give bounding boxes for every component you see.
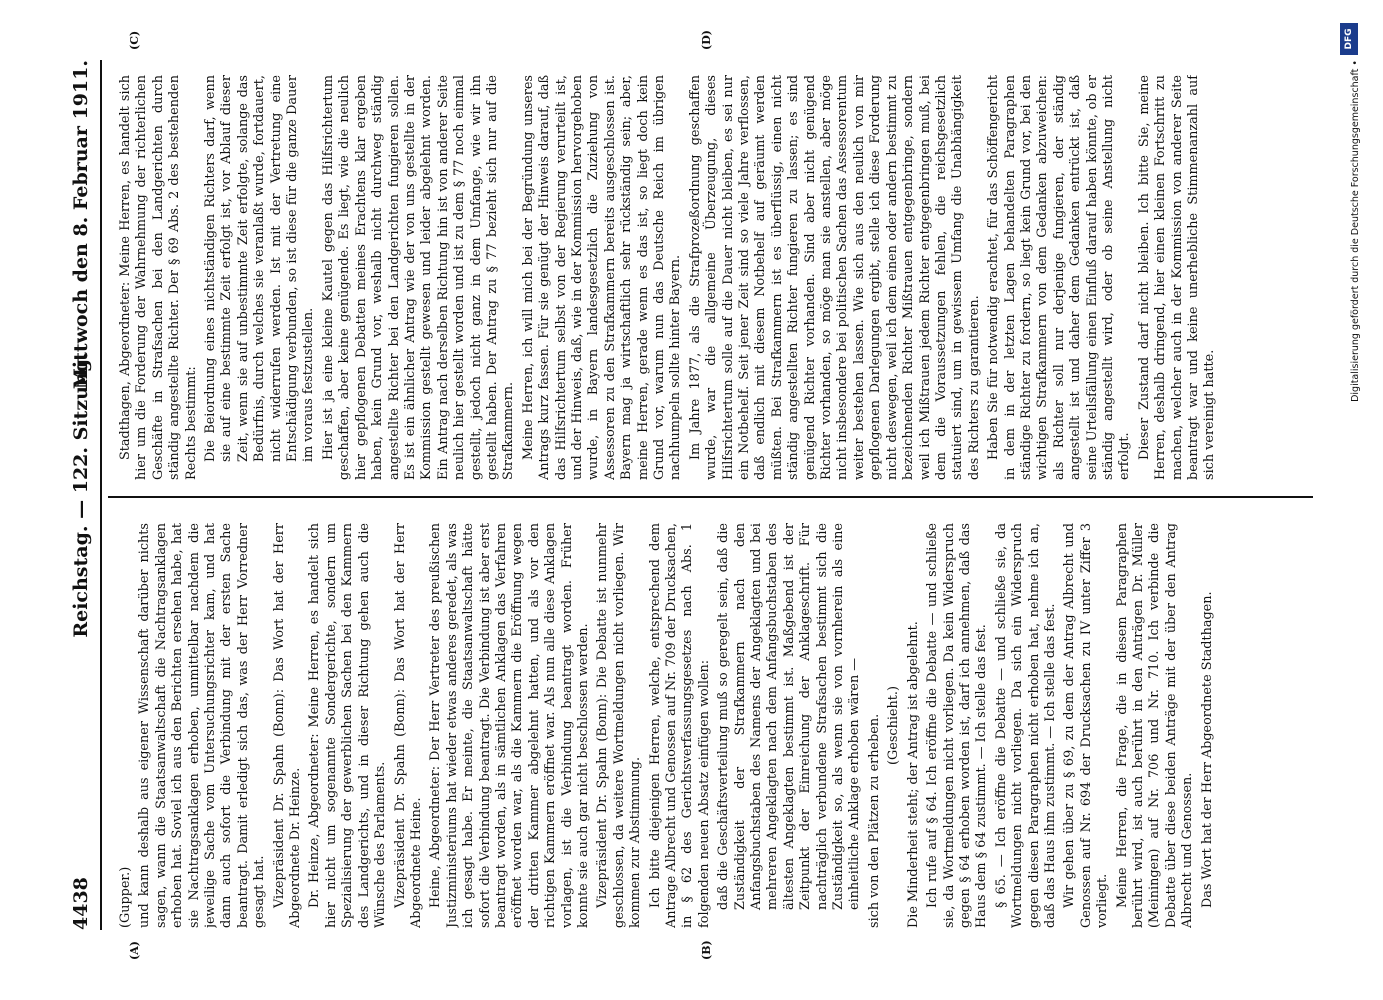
- margin-mark-b: (B): [700, 940, 713, 960]
- session-title: Reichstag. — 122. Sitzung.: [70, 352, 92, 638]
- left-column: [118, 523, 1308, 928]
- paragraph: Ich bitte diejenigen Herren, welche, entsprechend dem Antrage Albrecht und Genossen auf Nr. 709 der Drucksachen, in § 62 des Gerichtsverfassungsgesetzes nach Abs. 1 folgenden neuen Absatz einfügen wollen:: [647, 523, 712, 928]
- speaker-note: (Gupper.): [118, 866, 133, 928]
- paragraph: Meine Herren, die Frage, die in diesem Paragraphen berührt wird, ist auch berührt in den Anträgen Dr. Müller (Meiningen) auf Nr. 706 und Nr. 710. Ich verbinde die Debatte über diese beiden Anträge mit der über den Antrag Albrecht und Genossen.: [1114, 523, 1196, 928]
- paragraph: Im Jahre 1877, als die Strafprozeßordnung geschaffen wurde, war die allgemeine Überzeugung, dieses Hilfsrichtertum solle auf die Dauer nicht bleiben, es sei nur ein Notbehelf. Seit jener Zeit sind so viele Jahre verflossen, daß endlich mit diesem Notbehelf auf geräumt werden müßten. Bei Strafkammern ist es überflüssig, einen nicht ständig angestellten Richter fungieren zu lassen; es sind genügend Richter vorhanden. Sind aber nicht genügend Richter vorhanden, so möge man sie anstellen, aber möge nicht insbesondere bei politischen Sachen das Assessorentum weiter bestehen lassen. Wie sich aus den neulich von mir gepflogenen Darlegungen ergibt, stelle ich diese Forderung nicht deswegen, weil ich dem einen oder andern bestimmt zu bezeichnenden Richter Mißtrauen entgegenbringe, sondern weil ich Mißtrauen jedem Richter entgegenbringen muß, bei dem die Voraussetzungen fehlen, die reichsgesetzlich statuiert sind, um in gewissem Umfang die Unabhängigkeit des Richters zu garantieren.: [687, 75, 982, 480]
- quoted-law: Die Beiordnung eines nichtständigen Richters darf, wenn sie auf eine bestimmte Zeit erfolgt ist, vor Ablauf dieser Zeit, wenn sie auf unbestimmte Zeit erfolgte, solange das Bedürfnis, durch welches sie veranlaßt wurde, fortdauert, nicht widerrufen werden. Ist mit der Vertretung eine Entschädigung verbunden, so ist diese für die ganze Dauer im voraus festzustellen.: [203, 75, 317, 462]
- dfg-logo: DFG: [1340, 23, 1358, 55]
- digitization-credit: Digitalisierung gefördert durch die Deutsche Forschungsgemeinschaft •: [1350, 60, 1361, 402]
- header-rule: [100, 60, 102, 930]
- paragraph: Stadthagen, Abgeordneter: Meine Herren, es handelt sich hier um die Forderung der Wahrnehmung der richterlichen Geschäfte in Strafsachen bei den Landgerichten durch ständig angestellte Richter. Der § 69 Abs. 2 des bestehenden Rechts bestimmt:: [118, 75, 199, 480]
- paragraph: Dieser Zustand darf nicht bleiben. Ich bitte Sie, meine Herren, deshalb dringend, hier einen kleinen Fortschritt zu machen, welcher auch in der Kommission von anderer Seite beantragt war und keine unerhebliche Stimmenanzahl auf sich vereinigt hatte.: [1136, 75, 1218, 480]
- page-number: 4438: [70, 877, 92, 930]
- column-divider: [108, 496, 1313, 498]
- margin-mark-d: (D): [700, 30, 713, 50]
- paragraph: Meine Herren, ich will mich bei der Begründung unseres Antrags kurz fassen. Für sie genügt der Hinweis darauf, daß das Hilfsrichtertum selbst von der Regierung verurteilt ist, und der Hinweis, daß, wie in der Kommission hervorgehoben wurde, in Bayern landesgesetzlich die Zuziehung von Assessoren zu den Strafkammern bereits ausgeschlossen ist. Bayern mag ja wirtschaftlich sehr rückständig sein; aber, meine Herren, gerade wenn es das ist, so liegt doch kein Grund vor, warum nun das Deutsche Reich im übrigen nachhumpeln sollte hinter Bayern.: [520, 75, 684, 480]
- quoted-amendment: daß die Geschäftsverteilung muß so geregelt sein, daß die Zuständigkeit der Strafkammern nach den Anfangsbuchstaben des Namens der Angeklagten und bei mehreren Angeklagten nach dem Anfangsbuchstaben des ältesten Angeklagten bestimmt ist. Maßgebend ist der Zeitpunkt der Einreichung der Anklageschrift. Für nachträglich verbundene Strafsachen bestimmt sich die Zuständigkeit so, als wenn sie von vornherein als eine einheitliche Anklage erhoben wären —: [716, 523, 863, 910]
- paragraph: Vizepräsident Dr. Spahn (Bonn): Die Debatte ist nunmehr geschlossen, da weitere Wortmeldungen nicht vorliegen. Wir kommen zur Abstimmung.: [595, 523, 644, 928]
- paragraph: Dr. Heinze, Abgeordneter: Meine Herren, es handelt sich hier nicht um sogenannte Sondergerichte, sondern um Spezialisierung der gewerblichen Sachen bei den Kammern des Landgerichts, und in dieser Richtung gehen auch die Wünsche des Parlaments.: [307, 523, 389, 928]
- paragraph: Ich rufe auf § 64. Ich eröffne die Debatte — und schließe sie, da Wortmeldungen nicht vorliegen. Da kein Widerspruch gegen § 64 erhoben worden ist, darf ich annehmen, daß das Haus dem § 64 zustimmt. — Ich stelle das fest.: [925, 523, 990, 928]
- paragraph: Vizepräsident Dr. Spahn (Bonn): Das Wort hat der Herr Abgeordnete Heine.: [392, 523, 424, 928]
- paragraph: Wir gehen über zu § 69, zu dem der Antrag Albrecht und Genossen auf Nr. 694 der Drucksachen zu IV unter Ziffer 3 vorliegt.: [1062, 523, 1111, 928]
- paragraph: Das Wort hat der Herr Abgeordnete Stadthagen.: [1199, 591, 1215, 908]
- paragraph: Die Minderheit steht; der Antrag ist abgelehnt.: [905, 621, 921, 928]
- paragraph: Hier ist ja eine kleine Kautel gegen das Hilfsrichtertum geschaffen, aber keine genügende. Es liegt, wie die neulich hier gepflogenen Debatten meines Erachtens klar ergeben haben, kein Grund vor, weshalb nicht durchweg ständig angestellte Richter bei den Landgerichten fungieren sollen. Es ist ein ähnlicher Antrag wie der von uns gestellte in der Kommission gestellt gewesen und leider abgelehnt worden. Ein Antrag nach derselben Richtung hin ist von anderer Seite neulich hier gestellt worden und ist zu dem § 77 noch einmal gestellt, jedoch nicht ganz in dem Umfange, wie wir ihn gestellt haben. Der Antrag zu § 77 bezieht sich nur auf die Strafkammern.: [320, 75, 517, 480]
- stage-direction: (Geschieht.): [886, 686, 902, 765]
- margin-mark-c: (C): [128, 30, 141, 50]
- paragraph: Haben Sie für notwendig erachtet, für das Schöffengericht in dem in der letzten Lagen behandelten Paragraphen ständige Richter zu fordern, so liegt kein Grund vor, bei den wichtigen Strafkammern von dem Gedanken abzuweichen: als Richter soll nur derjenige fungieren, der ständig angestellt ist und daher dem Gedanken entrückt ist, daß seine Urteilsfällung einen Einfluß darauf haben könnte, ob er ständig angestellt wird, oder ob seine Anstellung nicht erfolgt.: [986, 75, 1133, 480]
- paragraph: sich von den Plätzen zu erheben.: [866, 713, 882, 928]
- margin-mark-a: (A): [128, 941, 141, 960]
- paragraph: § 65. — Ich eröffne die Debatte — und schließe sie, da Wortmeldungen nicht vorliegen. Da sich ein Widerspruch gegen diesen Paragraphen nicht erhoben hat, nehme ich an, daß das Haus ihm zustimmt. — Ich stelle das fest.: [993, 523, 1058, 928]
- paragraph: Heine, Abgeordneter: Der Herr Vertreter des preußischen Justizministeriums hat wieder etwas anderes geredet, als was ich gesagt habe. Er meinte, die Staatsanwaltschaft hätte sofort die Verbindung beantragt. Die Verbindung ist aber erst beantragt worden, als in sämtlichen Anklagen das Verfahren eröffnet worden war, als die Kammern die Eröffnung wegen der dritten Kammer abgelehnt hatten, und als vor den richtigen Kammern eröffnet war. Als nun alle diese Anklagen vorlagen, ist die Verbindung beantragt worden. Früher konnte sie auch gar nicht beschlossen werden.: [428, 523, 591, 928]
- paragraph: Vizepräsident Dr. Spahn (Bonn): Das Wort hat der Herr Abgeordnete Dr. Heinze.: [271, 523, 304, 928]
- header-date: Mittwoch den 8. Februar 1911.: [70, 60, 92, 390]
- right-column: [118, 75, 1308, 480]
- page-header: [60, 60, 96, 930]
- paragraph: und kann deshalb aus eigener Wissenschaft darüber nichts sagen, wann die Staatsanwaltschaft die Nachtragsanklagen erhoben hat. Soviel ich aus den Berichten ersehen habe, hat sie Nachtragsanklagen erhoben, unmittelbar nachdem die jeweilige Sache vom Untersuchungsrichter kam, und hat dann auch sofort die Verbindung mit der ersten Sache beantragt. Damit erledigt sich das, was der Herr Vorredner gesagt hat.: [137, 523, 268, 928]
